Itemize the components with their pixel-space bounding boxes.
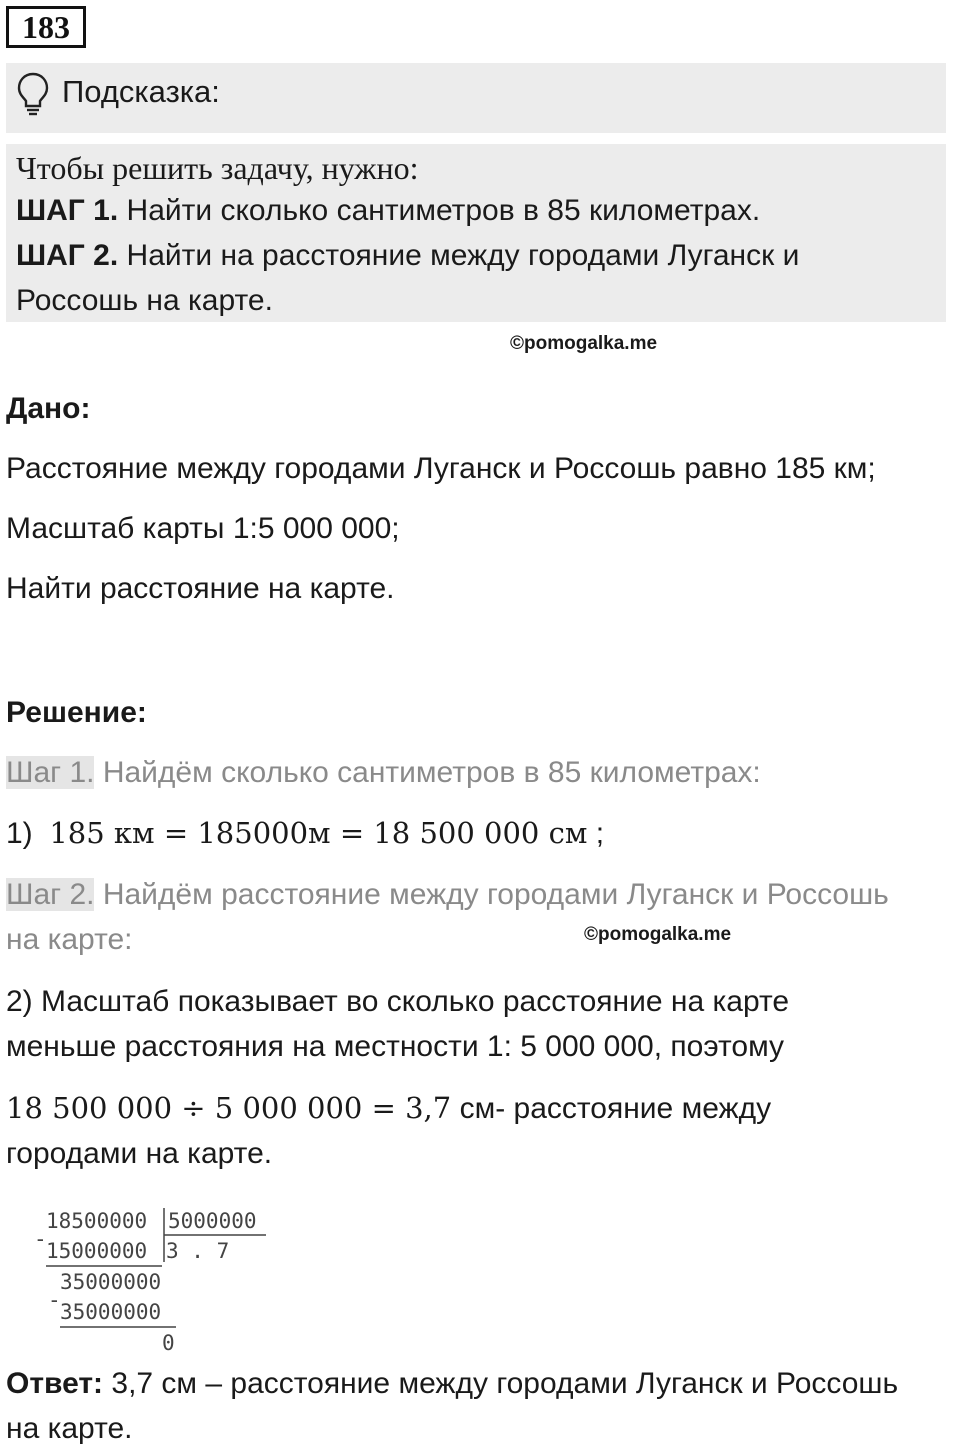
division-minus-2: - bbox=[48, 1288, 61, 1312]
division-dividend: 18500000 bbox=[46, 1209, 148, 1233]
lightbulb-icon bbox=[16, 72, 50, 116]
given-line-3: Найти расстояние на карте. bbox=[6, 572, 395, 605]
solution-step-2-cont: на карте: bbox=[6, 923, 133, 956]
answer-cont: на карте. bbox=[6, 1412, 133, 1445]
division-rem-2: 0 bbox=[162, 1331, 175, 1355]
answer-label: Ответ: bbox=[6, 1367, 104, 1400]
hint-step-2-cont: Россошь на карте. bbox=[16, 284, 273, 317]
answer-text: 3,7 см – расстояние между городами Луганск и Россошь bbox=[103, 1367, 899, 1400]
hint-step-1-text: Найти сколько сантиметров в 85 километрах. bbox=[118, 194, 761, 227]
equation-1-prefix: 1) bbox=[6, 817, 50, 850]
hint-step-2 bbox=[16, 236, 799, 276]
solution-step-1-label: Шаг 1. bbox=[6, 756, 95, 789]
equation-1-math: 185 км = 185000м = 18 500 000 см bbox=[49, 816, 588, 850]
equation-2-suffix: см- расстояние между bbox=[451, 1092, 772, 1125]
division-minus-1: - bbox=[34, 1227, 47, 1251]
division-quotient: 3 . 7 bbox=[166, 1239, 230, 1263]
task-number: 183 bbox=[6, 6, 86, 48]
solution-step-2-label: Шаг 2. bbox=[6, 878, 95, 911]
equation-2-math: 18 500 000 ÷ 5 000 000 = 3,7 bbox=[6, 1091, 452, 1125]
hint-intro: Чтобы решить задачу, нужно: bbox=[16, 150, 419, 186]
equation-1-suffix: ; bbox=[587, 817, 605, 850]
equation-2-cont: городами на карте. bbox=[6, 1137, 273, 1170]
solution-step-2-text: Найдём расстояние между городами Луганск и Россошь bbox=[94, 878, 889, 911]
solution-step-1 bbox=[6, 753, 761, 793]
long-division bbox=[34, 1206, 294, 1356]
given-title: Дано: bbox=[6, 392, 91, 425]
division-divisor: 5000000 bbox=[168, 1209, 257, 1233]
hint-step-2-text: Найти на расстояние между городами Луганск и bbox=[118, 239, 800, 272]
hint-step-1 bbox=[16, 191, 760, 231]
hint-title: Подсказка: bbox=[62, 74, 220, 109]
division-rem-1: 35000000 bbox=[60, 1270, 162, 1294]
paragraph-2-line-2: меньше расстояния на местности 1: 5 000 000, поэтому bbox=[6, 1030, 785, 1063]
solution-step-1-text: Найдём сколько сантиметров в 85 километрах: bbox=[94, 756, 761, 789]
hint-step-2-label: ШАГ 2. bbox=[16, 239, 119, 272]
given-line-1: Расстояние между городами Луганск и Россошь равно 185 км; bbox=[6, 452, 876, 485]
answer bbox=[6, 1364, 898, 1404]
watermark: ©pomogalka.me bbox=[510, 333, 658, 354]
watermark-2: ©pomogalka.me bbox=[584, 924, 732, 945]
equation-1 bbox=[6, 813, 604, 854]
equation-2 bbox=[6, 1088, 771, 1129]
hint-step-1-label: ШАГ 1. bbox=[16, 194, 119, 227]
given-line-2: Масштаб карты 1:5 000 000; bbox=[6, 512, 400, 545]
solution-step-2 bbox=[6, 875, 889, 915]
paragraph-2-line-1: 2) Масштаб показывает во сколько расстояние на карте bbox=[6, 985, 790, 1018]
solution-title: Решение: bbox=[6, 696, 147, 729]
division-sub-2: 35000000 bbox=[60, 1300, 162, 1324]
division-sub-1: 15000000 bbox=[46, 1239, 148, 1263]
